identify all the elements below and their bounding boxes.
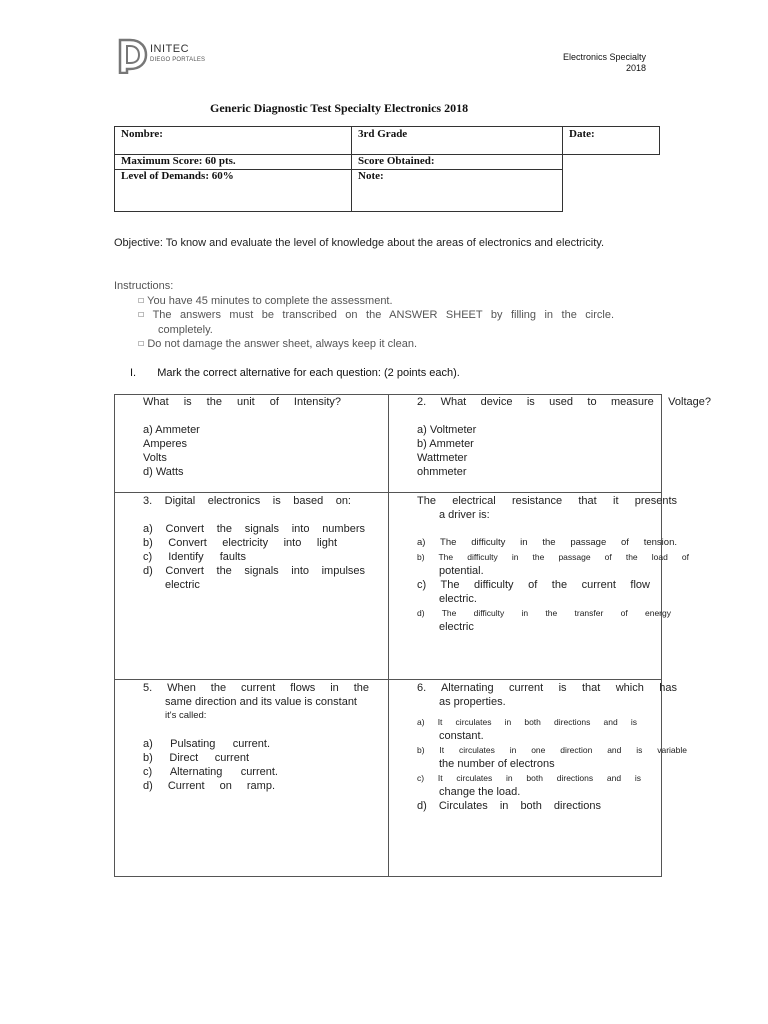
option-d: d) The difficulty in the transfer of energy [417, 608, 671, 618]
option-c-continued: change the load. [439, 786, 521, 798]
option-b: b) The difficulty in the passage of the load of [417, 552, 689, 562]
option-b-continued: the number of electrons [439, 758, 555, 770]
question-2 [417, 395, 711, 479]
option-c: Volts [143, 452, 167, 464]
score-obtained-label: Score Obtained: [358, 155, 435, 167]
option-c-continued: electric. [439, 593, 477, 605]
question-stem-continued: same direction and its value is constant [165, 696, 357, 708]
question-stem: What is the unit of Intensity? [143, 396, 341, 408]
question-stem-continued: it's called: [165, 710, 207, 721]
question-3 [143, 494, 365, 592]
option-a: a) It circulates in both directions and is [417, 717, 637, 727]
question-stem: 6. Alternating current is that which has [417, 682, 677, 694]
question-stem: 5. When the current flows in the [143, 682, 369, 694]
option-c: Wattmeter [417, 452, 468, 464]
option-d: d) Watts [143, 466, 184, 478]
option-c: c) Identify faults [143, 551, 246, 563]
instruction-item-continued: completely. [158, 323, 213, 336]
demands-label: Level of Demands: 60% [121, 170, 234, 182]
header-specialty-text: Electronics Specialty [562, 52, 646, 62]
page-title: Generic Diagnostic Test Specialty Electronics 2018 [210, 101, 469, 115]
grade-label: 3rd Grade [358, 128, 408, 140]
instruction-item: ☐ Do not damage the answer sheet, always keep it clean. [138, 338, 417, 350]
option-d: d) Current on ramp. [143, 780, 275, 792]
option-a: a) Convert the signals into numbers [143, 523, 365, 535]
checkbox-icon: ☐ [138, 311, 145, 319]
option-b: b) It circulates in one direction and is variable [417, 745, 687, 755]
section-numeral: I. [130, 367, 137, 379]
option-c: c) It circulates in both directions and is [417, 773, 641, 783]
question-stem: The electrical resistance that it presents [417, 495, 677, 507]
option-d-continued: electric [165, 579, 200, 591]
option-d: d) Convert the signals into impulses [143, 565, 365, 577]
option-d: d) Circulates in both directions [417, 800, 601, 812]
option-a: a) Voltmeter [417, 424, 477, 436]
instruction-item: ☐ You have 45 minutes to complete the assessment. [138, 294, 393, 307]
checkbox-icon: ☐ [138, 340, 145, 348]
logo-subtitle: DIEGO PORTALES [150, 57, 206, 63]
question-stem: 3. Digital electronics is based on: [143, 495, 351, 507]
checkbox-icon: ☐ [138, 296, 145, 305]
header-year: 2018 [625, 63, 646, 73]
question-stem: 2. What device is used to measure Voltage? [417, 396, 711, 408]
option-b: b) Convert electricity into light [143, 537, 337, 549]
option-b: b) Ammeter [417, 438, 474, 450]
question-stem-continued: as properties. [439, 696, 506, 708]
question-5 [143, 681, 375, 793]
nombre-label: Nombre: [121, 128, 163, 140]
logo-initec: INITEC [150, 43, 190, 55]
option-b: Amperes [143, 438, 188, 450]
option-a: a) Pulsating current. [143, 738, 270, 750]
instruction-item: ☐ The answers must be transcribed on the ANSWER SHEET by filling in the circle. [138, 309, 615, 321]
option-d: ohmmeter [417, 466, 467, 478]
option-c: c) Alternating current. [143, 766, 278, 778]
option-a-continued: constant. [439, 730, 484, 742]
max-score-label: Maximum Score: 60 pts. [121, 155, 236, 167]
section-text: Mark the correct alternative for each question: (2 points each). [157, 367, 460, 379]
option-c: c) The difficulty of the current flow [417, 579, 650, 591]
note-label: Note: [358, 170, 384, 182]
option-d-continued: electric [439, 621, 474, 633]
question-4 [417, 494, 689, 634]
objective-text: Objective: To know and evaluate the level of knowledge about the areas of electronics and electricity. [114, 237, 604, 249]
instructions-heading: Instructions: [114, 280, 174, 292]
question-1 [143, 395, 341, 479]
question-6 [417, 681, 687, 813]
option-b-continued: potential. [439, 565, 484, 577]
option-a: a) Ammeter [143, 424, 200, 436]
date-label: Date: [569, 128, 595, 140]
option-a: a) The difficulty in the passage of tension. [417, 537, 677, 548]
question-stem-continued: a driver is: [439, 509, 490, 521]
option-b: b) Direct current [143, 752, 249, 764]
